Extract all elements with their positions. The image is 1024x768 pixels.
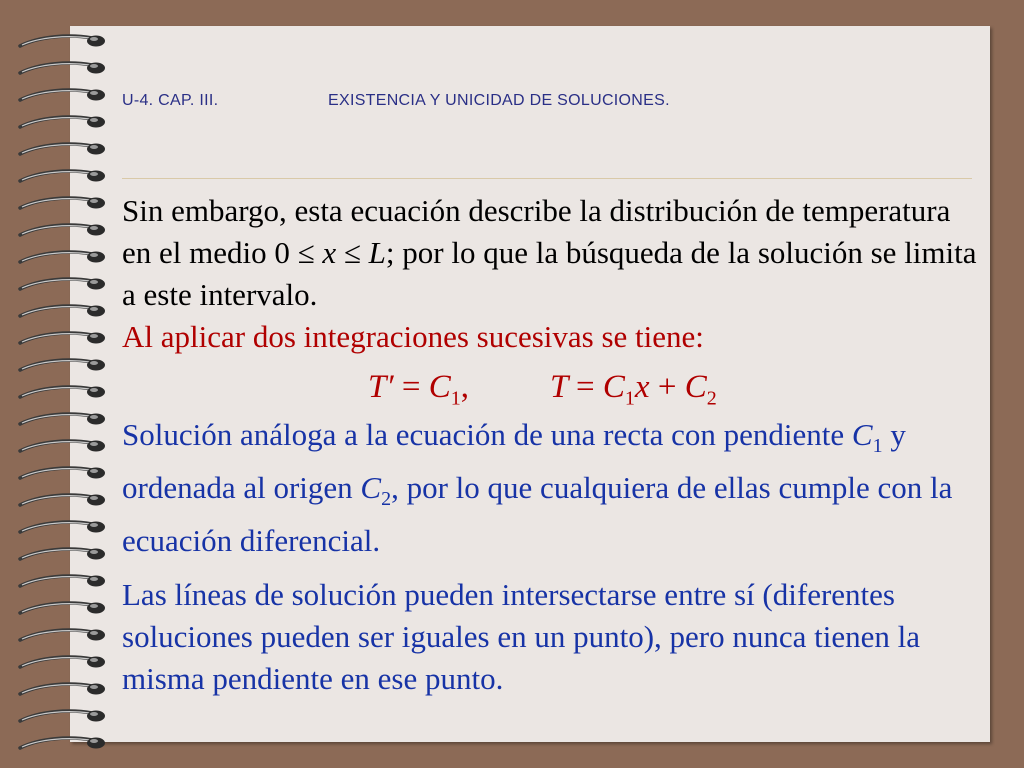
spiral-ring-icon — [20, 711, 105, 722]
spiral-ring-icon — [20, 252, 105, 263]
intro-text-a: Sin embargo, esta ecuación describe la distribución de temperatura en el medio 0 ≤ — [122, 193, 951, 270]
spiral-ring-icon — [20, 63, 105, 74]
intro-text-b: ≤ — [336, 235, 369, 270]
spiral-ring-icon — [20, 684, 105, 695]
var-x: x — [322, 235, 337, 270]
spiral-ring-icon — [20, 171, 105, 182]
equation-solution: $T = C_1x + C_2$ — [550, 369, 717, 410]
paragraph-analogy — [122, 414, 984, 562]
spacer — [122, 562, 984, 574]
spiral-ring-icon — [20, 657, 105, 668]
spiral-ring-icon — [20, 576, 105, 587]
spiral-ring-icon — [20, 549, 105, 560]
analogy-text-a: Solución análoga a la ecuación de una recta con pendiente — [122, 417, 852, 452]
spiral-ring-icon — [20, 90, 105, 101]
spiral-ring-icon — [20, 414, 105, 425]
var-L: L — [368, 235, 386, 270]
sub-2: 2 — [381, 488, 392, 511]
intro-text-c: ; por lo que la búsqueda de la solución se limita a este intervalo. — [122, 235, 977, 312]
equation-line — [122, 360, 984, 414]
spiral-ring-icon — [20, 495, 105, 506]
spiral-ring-icon — [20, 387, 105, 398]
analogy-text-b: y ordenada al origen — [122, 417, 906, 506]
header-divider — [122, 178, 972, 179]
paragraph-integration: Al aplicar dos integraciones sucesivas se tiene: — [122, 319, 704, 354]
spiral-ring-icon — [20, 468, 105, 479]
spiral-ring-icon — [20, 36, 105, 47]
spiral-ring-icon — [20, 144, 105, 155]
spiral-ring-icon — [20, 603, 105, 614]
spiral-ring-icon — [20, 360, 105, 371]
spiral-ring-icon — [20, 198, 105, 209]
slide-header — [122, 92, 982, 128]
spiral-ring-icon — [20, 441, 105, 452]
slide-body — [122, 190, 984, 700]
topic-title: EXISTENCIA Y UNICIDAD DE SOLUCIONES. — [328, 92, 670, 109]
spiral-ring-icon — [20, 738, 105, 749]
analogy-text-c: , por lo que cualquiera de ellas cumple con la ecuación diferencial. — [122, 470, 953, 559]
equation-derivative: $T' = C_1$, — [368, 369, 469, 410]
var-C2: C — [360, 470, 382, 506]
spiral-ring-icon — [20, 333, 105, 344]
spiral-ring-icon — [20, 306, 105, 317]
spiral-ring-icon — [20, 522, 105, 533]
spiral-ring-icon — [20, 117, 105, 128]
paragraph-intersections: Las líneas de solución pueden intersectarse entre sí (diferentes soluciones pueden ser iguales en un punto), pero nunca tienen la misma pendiente en ese punto. — [122, 577, 921, 697]
spiral-ring-icon — [20, 630, 105, 641]
section-label: U-4. CAP. III. — [122, 92, 219, 109]
sub-1: 1 — [872, 435, 883, 458]
paragraph-intro — [122, 190, 984, 316]
spiral-ring-icon — [20, 225, 105, 236]
spiral-ring-icon — [20, 279, 105, 290]
spiral-binding-icon — [0, 0, 120, 768]
var-C1: C — [851, 417, 873, 452]
